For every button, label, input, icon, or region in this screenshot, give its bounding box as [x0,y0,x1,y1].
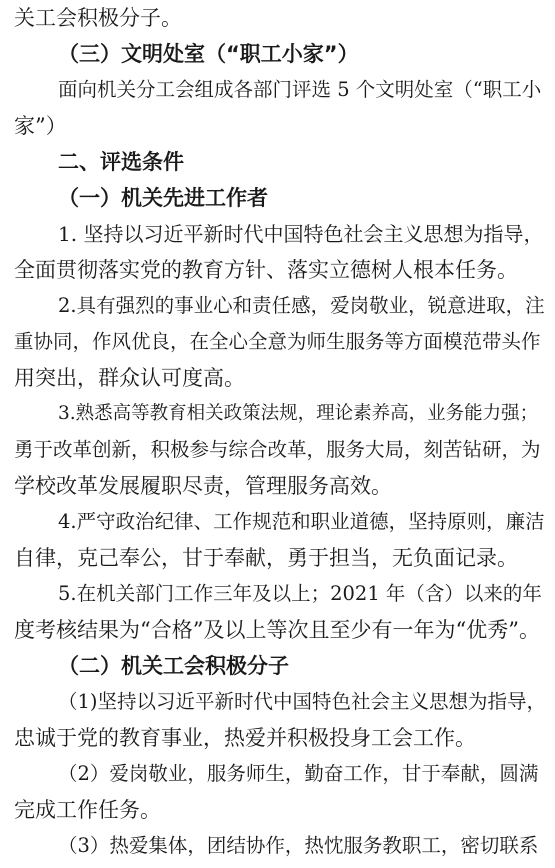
criteria-item-line: 自律，克己奉公，甘于奉献，勇于担当，无负面记录。 [14,546,518,570]
criteria-item-line: （3）热爱集体，团结协作，热忱服务教职工，密切联系 [58,834,539,857]
criteria-item-line: 度考核结果为“合格”及以上等次且至少有一年为“优秀”。 [14,618,540,642]
criteria-item-line: （1)坚持以习近平新时代中国特色社会主义思想为指导， [58,690,547,713]
body-text-line: 家”） [14,114,67,138]
criteria-item-line: 学校改革发展履职尽责，管理服务高效。 [14,474,392,498]
criteria-item-line: 全面贯彻落实党的教育方针、落实立德树人根本任务。 [14,258,518,282]
criteria-item-line: 3.熟悉高等教育相关政策法规，理论素养高，业务能力强； [58,403,539,424]
section-heading-civilized-office: （三）文明处室（“职工小家”） [58,42,359,66]
criteria-item-line: 5.在机关部门工作三年及以上；2021 年（含）以来的年 [58,582,542,605]
criteria-item-line: 2.具有强烈的事业心和责任感，爱岗敬业，锐意进取，注 [58,294,545,317]
criteria-item-line: 完成工作任务。 [14,798,161,822]
body-text-line: 关工会积极分子。 [14,6,182,30]
subsection-heading-advanced-workers: （一）机关先进工作者 [58,186,268,210]
subsection-heading-union-activists: （二）机关工会积极分子 [58,654,289,678]
criteria-item-line: （2）爱岗敬业，服务师生，勤奋工作，甘于奉献，圆满 [58,762,539,785]
body-text-line: 面向机关分工会组成各部门评选 5 个文明处室（“职工小 [58,78,542,101]
criteria-item-line: 1. 坚持以习近平新时代中国特色社会主义思想为指导， [58,222,544,246]
criteria-item-line: 4.严守政治纪律、工作规范和职业道德，坚持原则，廉洁 [58,510,545,533]
criteria-item-line: 忠诚于党的教育事业，热爱并积极投身工会工作。 [14,726,476,750]
criteria-item-line: 勇于改革创新，积极参与综合改革，服务大局，刻苦钻研，为 [14,438,541,461]
criteria-item-line: 用突出，群众认可度高。 [14,366,245,390]
criteria-item-line: 重协同，作风优良，在全心全意为师生服务等方面模范带头作 [14,330,541,353]
section-heading-criteria: 二、评选条件 [58,150,184,174]
